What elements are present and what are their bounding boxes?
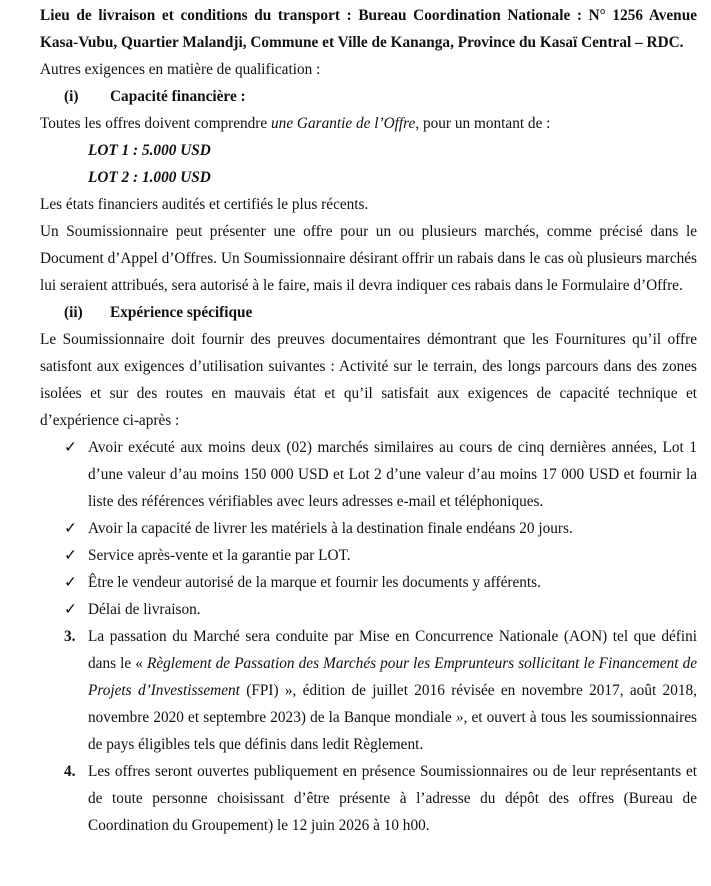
section-i-heading (40, 83, 697, 110)
list-item: ✓ Avoir la capacité de livrer les matériels à la destination finale endéans 20 jours. (40, 515, 697, 542)
list-item: ✓ Être le vendeur autorisé de la marque et fournir les documents y afférents. (40, 569, 697, 596)
numbered-items (40, 623, 697, 839)
bidder-paragraph: Un Soumissionnaire peut présenter une offre pour un ou plusieurs marchés, comme précisé dans le Document d’Appel d’Offres. Un Soumissionnaire désirant offrir un rabais dans le cas où plusieurs marchés lui seraient attribués, sera autorisé à le faire, mais il devra indiquer ces rabais dans le Formulaire d’Offre. (40, 223, 697, 294)
item-4-text: Les offres seront ouvertes publiquement en présence Soumissionnaires ou de leur représentants et de toute personne choisissant d’être présente à l’adresse du dépôt des offres (Bureau de Coordination du Groupement) le 12 juin 2026 à 10 h00. (88, 763, 697, 834)
item-4 (40, 758, 697, 839)
financial-statements-line: Les états financiers audités et certifiés le plus récents. (40, 196, 369, 213)
other-requirements-line: Autres exigences en matière de qualification : (40, 61, 321, 78)
experience-paragraph: Le Soumissionnaire doit fournir des preuves documentaires démontrant que les Fournitures qu’il offre satisfont aux exigences d’utilisation suivantes : Activité sur le terrain, des longs parcours dans des zones isolées et sur des routes en mauvais état et qu’il satisfait aux exigences de capacité technique et d’expérience ci-après : (40, 331, 697, 429)
item-4-number: 4. (64, 763, 76, 780)
checkmark-icon: ✓ (64, 547, 77, 564)
lot-1-amount: LOT 1 : 5.000 USD (88, 142, 211, 159)
item-3 (40, 623, 697, 758)
section-ii-heading (40, 299, 697, 326)
list-item: ✓ Délai de livraison. (40, 596, 697, 623)
list-item: ✓ Avoir exécuté aux moins deux (02) marchés similaires au cours de cinq dernières années, Lot 1 d’une valeur d’au moins 150 000 USD et Lot 2 d’une valeur d’au moins 17 000 USD et fournir la liste des références vérifiables avec leurs adresses e-mail et téléphoniques. (40, 434, 697, 515)
delivery-location-paragraph: Lieu de livraison et conditions du transport : Bureau Coordination Nationale : N° 1256 Avenue Kasa-Vubu, Quartier Malandji, Commune et Ville de Kananga, Province du Kasaï Central – RDC. (40, 7, 697, 51)
item-3-text: La passation du Marché sera conduite par Mise en Concurrence Nationale (AON) tel que défini dans le « Règlement de Passation des Marchés pour les Emprunteurs sollicitant le Financement de Projets d’Investissement (FPI) », édition de juillet 2016 révisée en novembre 2017, août 2018, novembre 2020 et septembre 2023) de la Banque mondiale », et ouvert à tous les soumissionnaires de pays éligibles tels que définis dans ledit Règlement. (88, 628, 698, 753)
requirements-checklist (40, 434, 697, 623)
section-i-number: (i) (64, 88, 79, 105)
lot-2-amount: LOT 2 : 1.000 USD (88, 169, 211, 186)
offer-guarantee-intro: Toutes les offres doivent comprendre une Garantie de l’Offre, pour un montant de : (40, 115, 551, 132)
checkmark-icon: ✓ (64, 574, 77, 591)
section-i-title: Capacité financière : (110, 88, 246, 105)
section-ii-title: Expérience spécifique (110, 304, 253, 321)
list-item: ✓ Service après-vente et la garantie par LOT. (40, 542, 697, 569)
section-ii-number: (ii) (64, 304, 83, 321)
checkmark-icon: ✓ (64, 439, 77, 456)
checkmark-icon: ✓ (64, 520, 77, 537)
item-3-number: 3. (64, 628, 76, 645)
checkmark-icon: ✓ (64, 601, 77, 618)
